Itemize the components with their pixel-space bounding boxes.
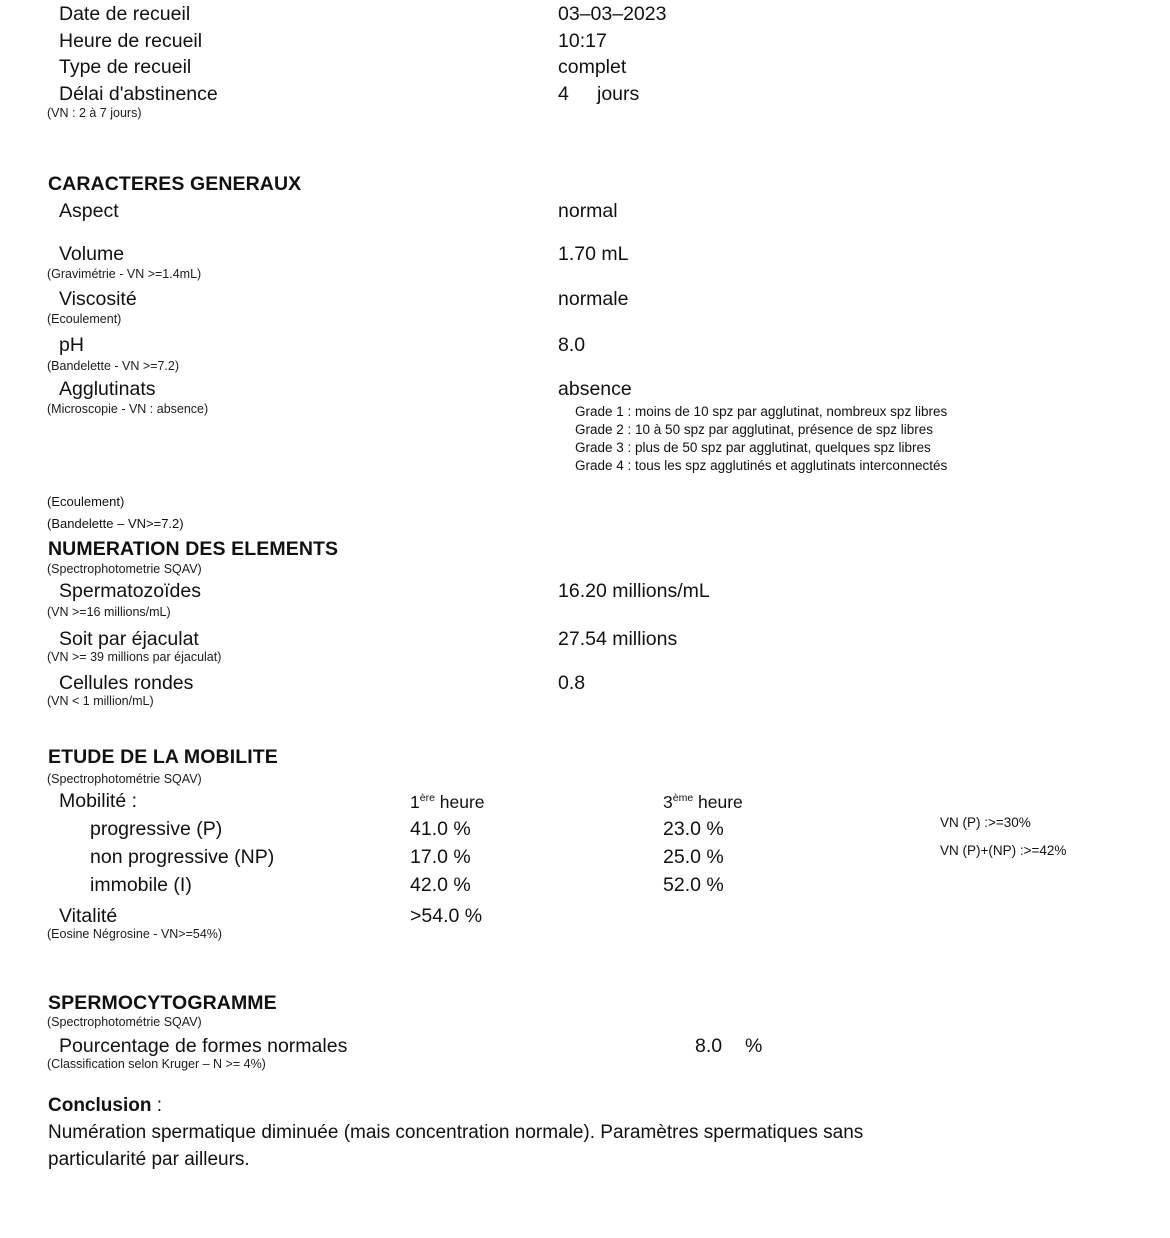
row-value-agglutinats: absence [558,378,632,400]
mobility-label-immobile: immobile (I) [90,874,192,896]
row-label-spermatozoides: Spermatozoïdes [59,580,201,602]
row-note-cellules-rondes: (VN < 1 million/mL) [47,694,154,708]
conclusion-title: Conclusion : [48,1095,163,1116]
mobility-h1-progressive: 41.0 % [410,818,471,840]
mobility-h1-non-progressive: 17.0 % [410,846,471,868]
row-note-formes-normales: (Classification selon Kruger – N >= 4%) [47,1057,266,1071]
row-label-cellules-rondes: Cellules rondes [59,672,194,694]
grade-1-definition: Grade 1 : moins de 10 spz par agglutinat, nombreux spz libres [575,404,948,419]
field-label-date-recueil: Date de recueil [59,3,191,25]
section-title-caracteres-generaux: CARACTERES GENERAUX [48,173,302,195]
row-value-soit-par-ejaculat: 27.54 millions [558,628,678,650]
stray-note-ecoulement: (Ecoulement) [47,494,125,509]
field-label-type-recueil: Type de recueil [59,56,192,78]
row-label-viscosite: Viscosité [59,288,137,310]
stray-note-bandelette: (Bandelette – VN>=7.2) [47,516,184,531]
row-label-vitalite: Vitalité [59,905,118,927]
conclusion-line-2: particularité par ailleurs. [48,1149,250,1170]
mobility-h3-non-progressive: 25.0 % [663,846,724,868]
row-label-aspect: Aspect [59,200,119,222]
section-title-spermocytogramme: SPERMOCYTOGRAMME [48,992,277,1014]
row-value-viscosite: normale [558,288,629,310]
mobility-label-non-progressive: non progressive (NP) [90,846,275,868]
mobility-h3-immobile: 52.0 % [663,874,724,896]
section-subtitle-mobilite: (Spectrophotométrie SQAV) [47,772,202,786]
row-value-spermatozoides: 16.20 millions/mL [558,580,710,602]
row-note-volume: (Gravimétrie - VN >=1.4mL) [47,267,202,281]
mobility-h1-immobile: 42.0 % [410,874,471,896]
grade-3-definition: Grade 3 : plus de 50 spz par agglutinat, quelques spz libres [575,440,931,455]
row-label-ph: pH [59,334,84,356]
superscript-eme: ème [672,792,694,805]
mobility-vn-non-progressive: VN (P)+(NP) :>=42% [940,843,1067,858]
section-subtitle-spermocytogramme: (Spectrophotométrie SQAV) [47,1015,202,1029]
row-value-volume: 1.70 mL [558,243,629,265]
mobility-label-progressive: progressive (P) [90,818,223,840]
row-note-ph: (Bandelette - VN >=7.2) [47,359,180,373]
row-label-volume: Volume [59,243,125,265]
mobility-col-header-1ere-heure: 1ère heure [410,792,485,812]
row-label-formes-normales: Pourcentage de formes normales [59,1035,348,1057]
grade-2-definition: Grade 2 : 10 à 50 spz par agglutinat, présence de spz libres [575,422,933,437]
row-note-agglutinats: (Microscopie - VN : absence) [47,402,209,416]
field-unit-delai-abstinence: jours [597,83,640,105]
row-label-agglutinats: Agglutinats [59,378,156,400]
row-note-soit-par-ejaculat: (VN >= 39 millions par éjaculat) [47,650,222,664]
field-value-heure-recueil: 10:17 [558,30,607,52]
row-note-vitalite: (Eosine Négrosine - VN>=54%) [47,927,223,941]
field-label-heure-recueil: Heure de recueil [59,30,203,52]
mobility-row-header: Mobilité : [59,790,138,812]
row-value-aspect: normal [558,200,618,222]
field-value-type-recueil: complet [558,56,627,78]
mobility-vn-progressive: VN (P) :>=30% [940,815,1031,830]
superscript-ere: ère [419,792,435,805]
section-subtitle-numeration: (Spectrophotometrie SQAV) [47,562,202,576]
field-value-delai-abstinence: 4 [558,83,569,105]
row-value-ph: 8.0 [558,334,586,356]
row-value-cellules-rondes: 0.8 [558,672,586,694]
row-label-soit-par-ejaculat: Soit par éjaculat [59,628,199,650]
field-label-delai-abstinence: Délai d'abstinence [59,83,218,105]
mobility-col-header-3eme-heure: 3ème heure [663,792,743,812]
field-note-delai-abstinence: (VN : 2 à 7 jours) [47,106,142,120]
row-value-vitalite: >54.0 % [410,905,483,927]
row-unit-formes-normales: % [745,1035,763,1057]
conclusion-line-1: Numération spermatique diminuée (mais concentration normale). Paramètres spermatiques sans [48,1122,864,1143]
field-value-date-recueil: 03–03–2023 [558,3,667,25]
row-value-formes-normales: 8.0 [695,1035,723,1057]
grade-4-definition: Grade 4 : tous les spz agglutinés et agglutinats interconnectés [575,458,948,473]
mobility-h3-progressive: 23.0 % [663,818,724,840]
section-title-numeration: NUMERATION DES ELEMENTS [48,538,339,560]
row-note-spermatozoides: (VN >=16 millions/mL) [47,605,171,619]
row-note-viscosite: (Ecoulement) [47,312,122,326]
section-title-mobilite: ETUDE DE LA MOBILITE [48,746,278,768]
